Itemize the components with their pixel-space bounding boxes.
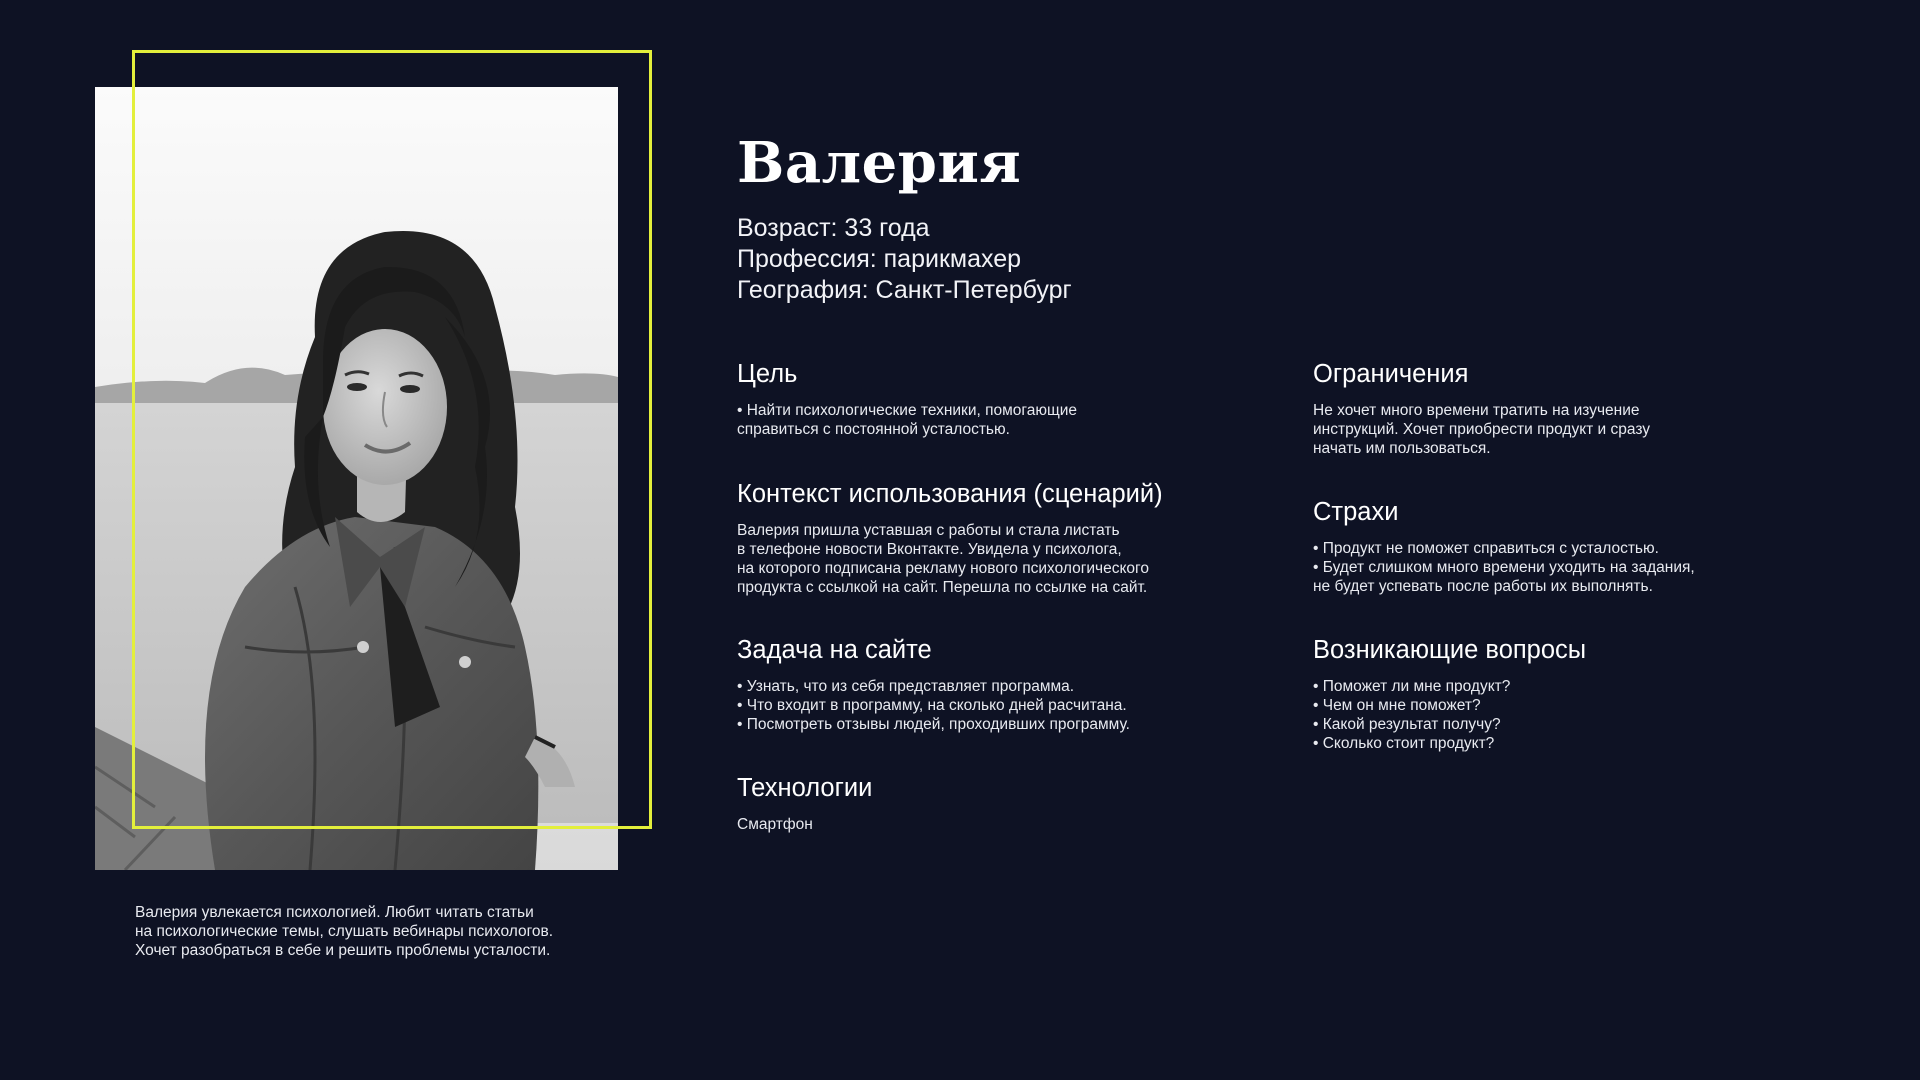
section-context — [737, 478, 1297, 597]
section-tech-body: Смартфон — [737, 816, 813, 833]
section-goal — [737, 358, 1297, 439]
persona-age: Возраст: 33 года — [737, 214, 930, 242]
portrait-illustration — [95, 87, 618, 870]
persona-name: Валерия — [737, 130, 1022, 196]
section-task — [737, 634, 1297, 734]
section-context-title: Контекст использования (сценарий) — [737, 480, 1163, 508]
section-task-body: • Узнать, что из себя представляет программа. • Что входит в программу, на сколько дней расчитана. • Посмотреть отзывы людей, проходивших программу. — [737, 678, 1130, 733]
section-fears-body: • Продукт не поможет справиться с усталостью. • Будет слишком много времени уходить на задания, не будет успевать после работы их выполнять. — [1313, 540, 1695, 595]
persona-bio: Валерия увлекается психологией. Любит читать статьи на психологические темы, слушать вебинары психологов. Хочет разобраться в себе и решить проблемы усталости. — [135, 904, 554, 959]
section-tech — [737, 772, 1297, 834]
persona-facts — [737, 213, 1072, 306]
section-goal-title: Цель — [737, 360, 798, 388]
section-fears-title: Страхи — [1313, 498, 1399, 526]
section-context-body: Валерия пришла уставшая с работы и стала листать в телефоне новости Вконтакте. Увидела у психолога, на которого подписана рекламу нового психологического продукта с ссылкой на сайт. Перешла по ссылке на сайт. — [737, 522, 1149, 596]
section-tech-title: Технологии — [737, 774, 873, 802]
persona-profession: Профессия: парикмахер — [737, 245, 1022, 273]
section-questions-title: Возникающие вопросы — [1313, 636, 1587, 664]
section-questions-body: • Поможет ли мне продукт? • Чем он мне поможет? • Какой результат получу? • Сколько стоит продукт? — [1313, 678, 1511, 752]
section-limits — [1313, 358, 1853, 458]
section-task-title: Задача на сайте — [737, 636, 932, 664]
section-limits-body: Не хочет много времени тратить на изучение инструкций. Хочет приобрести продукт и сразу начать им пользоваться. — [1313, 402, 1651, 457]
section-fears — [1313, 496, 1853, 596]
persona-geography: География: Санкт-Петербург — [737, 276, 1072, 304]
section-goal-body: • Найти психологические техники, помогающие справиться с постоянной усталостью. — [737, 402, 1077, 438]
persona-photo — [95, 87, 618, 870]
section-limits-title: Ограничения — [1313, 360, 1469, 388]
section-questions — [1313, 634, 1853, 753]
